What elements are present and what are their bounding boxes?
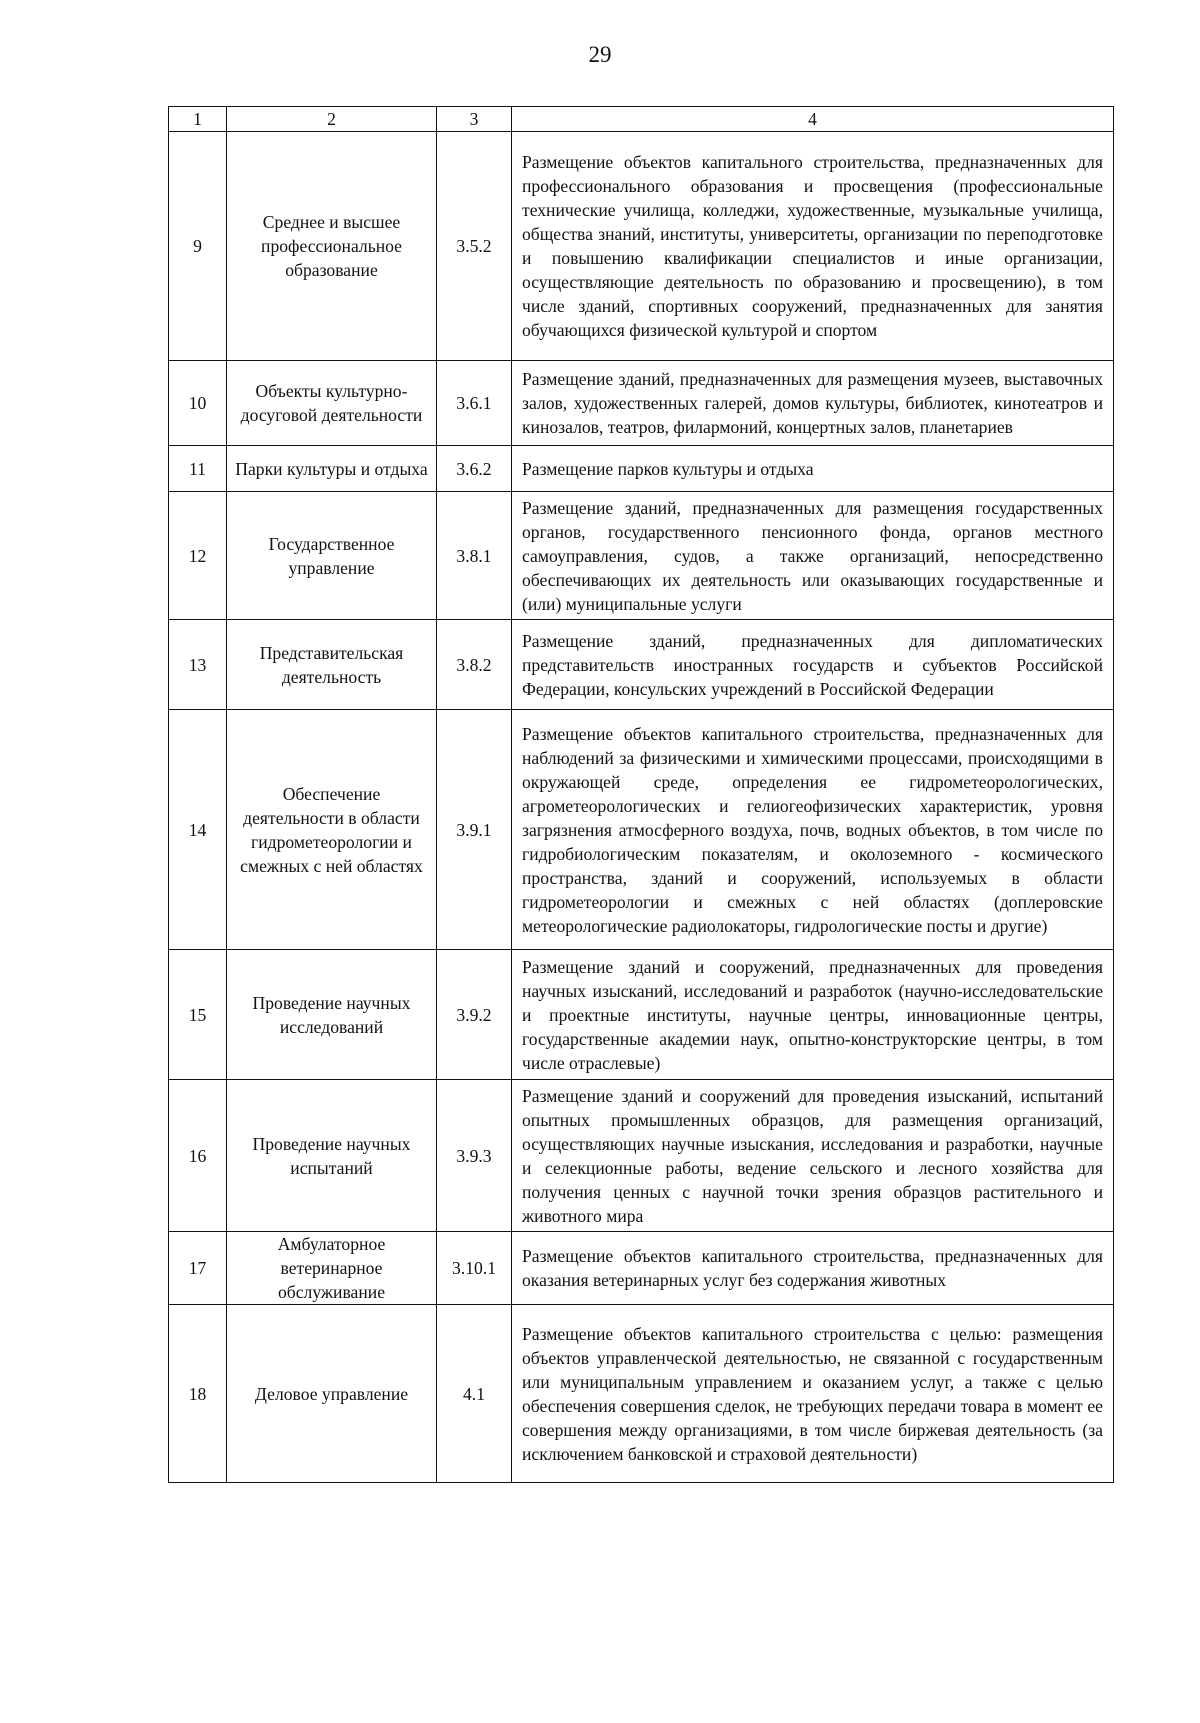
table-row xyxy=(169,710,1114,950)
table-row xyxy=(169,132,1114,361)
land-use-description: Размещение зданий и сооружений для проведения изысканий, испытаний опытных промышленных образцов, для размещения организаций, осуществляющих научные изыскания, исследования и разработки, научные и селекционные работы, ведение сельского и лесного хозяйства для получения ценных с научной точки зрения образцов растительного и животного мира xyxy=(512,1080,1114,1232)
row-number: 17 xyxy=(169,1232,227,1305)
header-col-4: 4 xyxy=(512,107,1114,132)
row-number: 10 xyxy=(169,361,227,446)
land-use-name: Представительская деятельность xyxy=(227,620,437,710)
row-number: 13 xyxy=(169,620,227,710)
row-number: 11 xyxy=(169,446,227,492)
row-number: 12 xyxy=(169,492,227,620)
land-use-description: Размещение зданий, предназначенных для размещения государственных органов, государственного пенсионного фонда, органов местного самоуправления, судов, а также организаций, непосредственно обеспечивающих их деятельность или оказывающих государственные и (или) муниципальные услуги xyxy=(512,492,1114,620)
land-use-code: 3.9.1 xyxy=(437,710,512,950)
table-header-row xyxy=(169,107,1114,132)
land-use-code: 3.9.3 xyxy=(437,1080,512,1232)
page-number: 29 xyxy=(588,42,612,67)
land-use-name: Среднее и высшее профессиональное образование xyxy=(227,132,437,361)
header-col-1: 1 xyxy=(169,107,227,132)
land-use-code: 3.6.1 xyxy=(437,361,512,446)
land-use-description: Размещение объектов капитального строительства, предназначенных для профессионального образования и просвещения (профессиональные технические училища, колледжи, художественные, музыкальные училища, общества знаний, институты, университеты, организации по переподготовке и повышению квалификации специалистов и иные организации, осуществляющие деятельность по образованию и просвещению), в том числе зданий, спортивных сооружений, предназначенных для занятия обучающихся физической культурой и спортом xyxy=(512,132,1114,361)
row-number: 9 xyxy=(169,132,227,361)
land-use-code: 3.6.2 xyxy=(437,446,512,492)
row-number: 15 xyxy=(169,950,227,1080)
table-row xyxy=(169,620,1114,710)
land-use-name: Амбулаторное ветеринарное обслуживание xyxy=(227,1232,437,1305)
land-use-name: Деловое управление xyxy=(227,1305,437,1483)
table-row xyxy=(169,1080,1114,1232)
land-use-code: 3.8.1 xyxy=(437,492,512,620)
land-use-description: Размещение парков культуры и отдыха xyxy=(512,446,1114,492)
table-row xyxy=(169,1232,1114,1305)
land-use-code: 3.8.2 xyxy=(437,620,512,710)
header-col-2: 2 xyxy=(227,107,437,132)
land-use-name: Объекты культурно-досуговой деятельности xyxy=(227,361,437,446)
land-use-code: 3.5.2 xyxy=(437,132,512,361)
land-use-description: Размещение объектов капитального строительства, предназначенных для оказания ветеринарных услуг без содержания животных xyxy=(512,1232,1114,1305)
table-body xyxy=(169,132,1114,1483)
header-col-3: 3 xyxy=(437,107,512,132)
table-row xyxy=(169,446,1114,492)
table-row xyxy=(169,492,1114,620)
land-use-table xyxy=(168,106,1114,1483)
land-use-name: Проведение научных испытаний xyxy=(227,1080,437,1232)
land-use-description: Размещение зданий, предназначенных для дипломатических представительств иностранных государств и субъектов Российской Федерации, консульских учреждений в Российской Федерации xyxy=(512,620,1114,710)
land-use-description: Размещение объектов капитального строительства с целью: размещения объектов управленческой деятельностью, не связанной с государственным или муниципальным управлением и оказанием услуг, а также с целью обеспечения совершения сделок, не требующих передачи товара в момент ее совершения между организациями, в том числе биржевая деятельность (за исключением банковской и страховой деятельности) xyxy=(512,1305,1114,1483)
row-number: 14 xyxy=(169,710,227,950)
row-number: 18 xyxy=(169,1305,227,1483)
table-row xyxy=(169,1305,1114,1483)
land-use-code: 3.9.2 xyxy=(437,950,512,1080)
land-use-name: Обеспечение деятельности в области гидрометеорологии и смежных с ней областях xyxy=(227,710,437,950)
row-number: 16 xyxy=(169,1080,227,1232)
land-use-code: 4.1 xyxy=(437,1305,512,1483)
land-use-name: Государственное управление xyxy=(227,492,437,620)
land-use-description: Размещение зданий, предназначенных для размещения музеев, выставочных залов, художественных галерей, домов культуры, библиотек, кинотеатров и кинозалов, театров, филармоний, концертных залов, планетариев xyxy=(512,361,1114,446)
table-row xyxy=(169,950,1114,1080)
land-use-name: Проведение научных исследований xyxy=(227,950,437,1080)
land-use-code: 3.10.1 xyxy=(437,1232,512,1305)
land-use-description: Размещение зданий и сооружений, предназначенных для проведения научных изысканий, исследований и разработок (научно-исследовательские и проектные институты, научные центры, инновационные центры, государственные академии наук, опытно-конструкторские центры, в том числе отраслевые) xyxy=(512,950,1114,1080)
land-use-description: Размещение объектов капитального строительства, предназначенных для наблюдений за физическими и химическими процессами, происходящими в окружающей среде, определения ее гидрометеорологических, агрометеорологических и гелиогеофизических характеристик, уровня загрязнения атмосферного воздуха, почв, водных объектов, в том числе по гидробиологическим показателям, и околоземного - космического пространства, зданий и сооружений, используемых в области гидрометеорологии и смежных с ней областях (доплеровские метеорологические радиолокаторы, гидрологические посты и другие) xyxy=(512,710,1114,950)
table-row xyxy=(169,361,1114,446)
land-use-name: Парки культуры и отдыха xyxy=(227,446,437,492)
